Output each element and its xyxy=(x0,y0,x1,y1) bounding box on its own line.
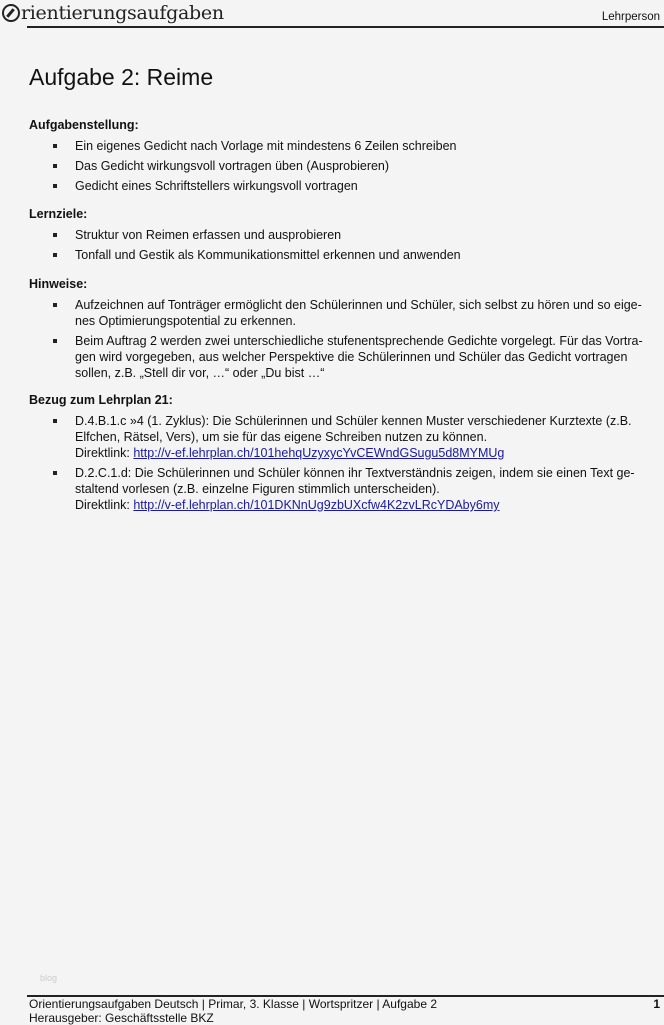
lehrplan-link[interactable]: http://v-ef.lehrplan.ch/101DKNnUg9zbUXcfw4K2zvLRcYDAby6my xyxy=(133,498,500,512)
watermark: blog xyxy=(40,973,58,983)
item-text: D.4.B.1.c »4 (1. Zyklus): Die Schülerinnen und Schüler kennen Muster verschiedener Kurztexte (z.B. Elfchen, Rätsel, Vers), um sie für das eigene Schreiben nutzen zu können. xyxy=(75,414,632,444)
item-text: Gedicht eines Schriftstellers wirkungsvoll vortragen xyxy=(75,179,358,193)
header-rule xyxy=(27,26,664,28)
item-text: Ein eigenes Gedicht nach Vorlage mit mindestens 6 Zeilen schreiben xyxy=(75,139,457,153)
item-text: Beim Auftrag 2 werden zwei unterschiedliche stufenentsprechende Gedichte vorgelegt. Für das Vortra-gen wird vorgegeben, aus welcher Perspektive die Schülerinnen und Schüler das Gedicht vortragen sollen, z.B. „Stell dir vor, …“ oder „Du bist …“ xyxy=(75,334,643,380)
bullet-icon xyxy=(53,303,57,307)
link-label: Direktlink: xyxy=(75,498,130,512)
section-heading: Aufgabenstellung: xyxy=(29,118,139,132)
list-item xyxy=(29,247,654,263)
list-item xyxy=(29,297,654,329)
link-label: Direktlink: xyxy=(75,446,130,460)
bullet-icon xyxy=(53,339,57,343)
item-text: Tonfall und Gestik als Kommunikationsmittel erkennen und anwenden xyxy=(75,248,461,262)
item-text: Aufzeichnen auf Tonträger ermöglicht den Schülerinnen und Schüler, sich selbst zu hören und so eige-nes Optimierungspotential zu erkennen. xyxy=(75,298,642,328)
list-item xyxy=(29,227,654,243)
footer-line-2: Herausgeber: Geschäftsstelle BKZ xyxy=(29,1011,214,1025)
bullet-icon xyxy=(53,419,57,423)
section-heading: Bezug zum Lehrplan 21: xyxy=(29,393,173,407)
section-lehrplan xyxy=(29,393,654,517)
section-aufgabenstellung xyxy=(29,118,654,198)
list-item xyxy=(29,333,654,381)
compass-icon xyxy=(2,4,20,22)
list-item xyxy=(29,465,654,513)
bullet-icon xyxy=(53,144,57,148)
footer xyxy=(29,997,437,1025)
bullet-icon xyxy=(53,184,57,188)
list-item xyxy=(29,138,654,154)
list-item xyxy=(29,413,654,461)
item-text: D.2.C.1.d: Die Schülerinnen und Schüler können ihr Textverständnis zeigen, indem sie einen Text ge-staltend vorlesen (z.B. einzelne Figuren stimmlich unterscheiden). xyxy=(75,466,635,496)
logo xyxy=(0,0,224,26)
bullet-icon xyxy=(53,164,57,168)
section-heading: Lernziele: xyxy=(29,207,88,221)
lehrplan-link[interactable]: http://v-ef.lehrplan.ch/101hehqUzyxycYvCEWndGSugu5d8MYMUg xyxy=(133,446,505,460)
page-number: 1 xyxy=(653,997,660,1011)
item-text: Struktur von Reimen erfassen und ausprobieren xyxy=(75,228,342,242)
item-text: Das Gedicht wirkungsvoll vortragen üben (Ausprobieren) xyxy=(75,159,390,173)
section-heading: Hinweise: xyxy=(29,277,88,291)
list-item xyxy=(29,178,654,194)
page-title: Aufgabe 2: Reime xyxy=(29,64,214,90)
section-lernziele xyxy=(29,207,654,267)
section-hinweise xyxy=(29,277,654,385)
bullet-icon xyxy=(53,233,57,237)
list-item xyxy=(29,158,654,174)
logo-text: rientierungsaufgaben xyxy=(21,2,224,24)
bullet-icon xyxy=(53,253,57,257)
audience-label: Lehrperson xyxy=(601,11,660,23)
bullet-icon xyxy=(53,471,57,475)
footer-line-1: Orientierungsaufgaben Deutsch | Primar, 3. Klasse | Wortspritzer | Aufgabe 2 xyxy=(29,997,437,1011)
